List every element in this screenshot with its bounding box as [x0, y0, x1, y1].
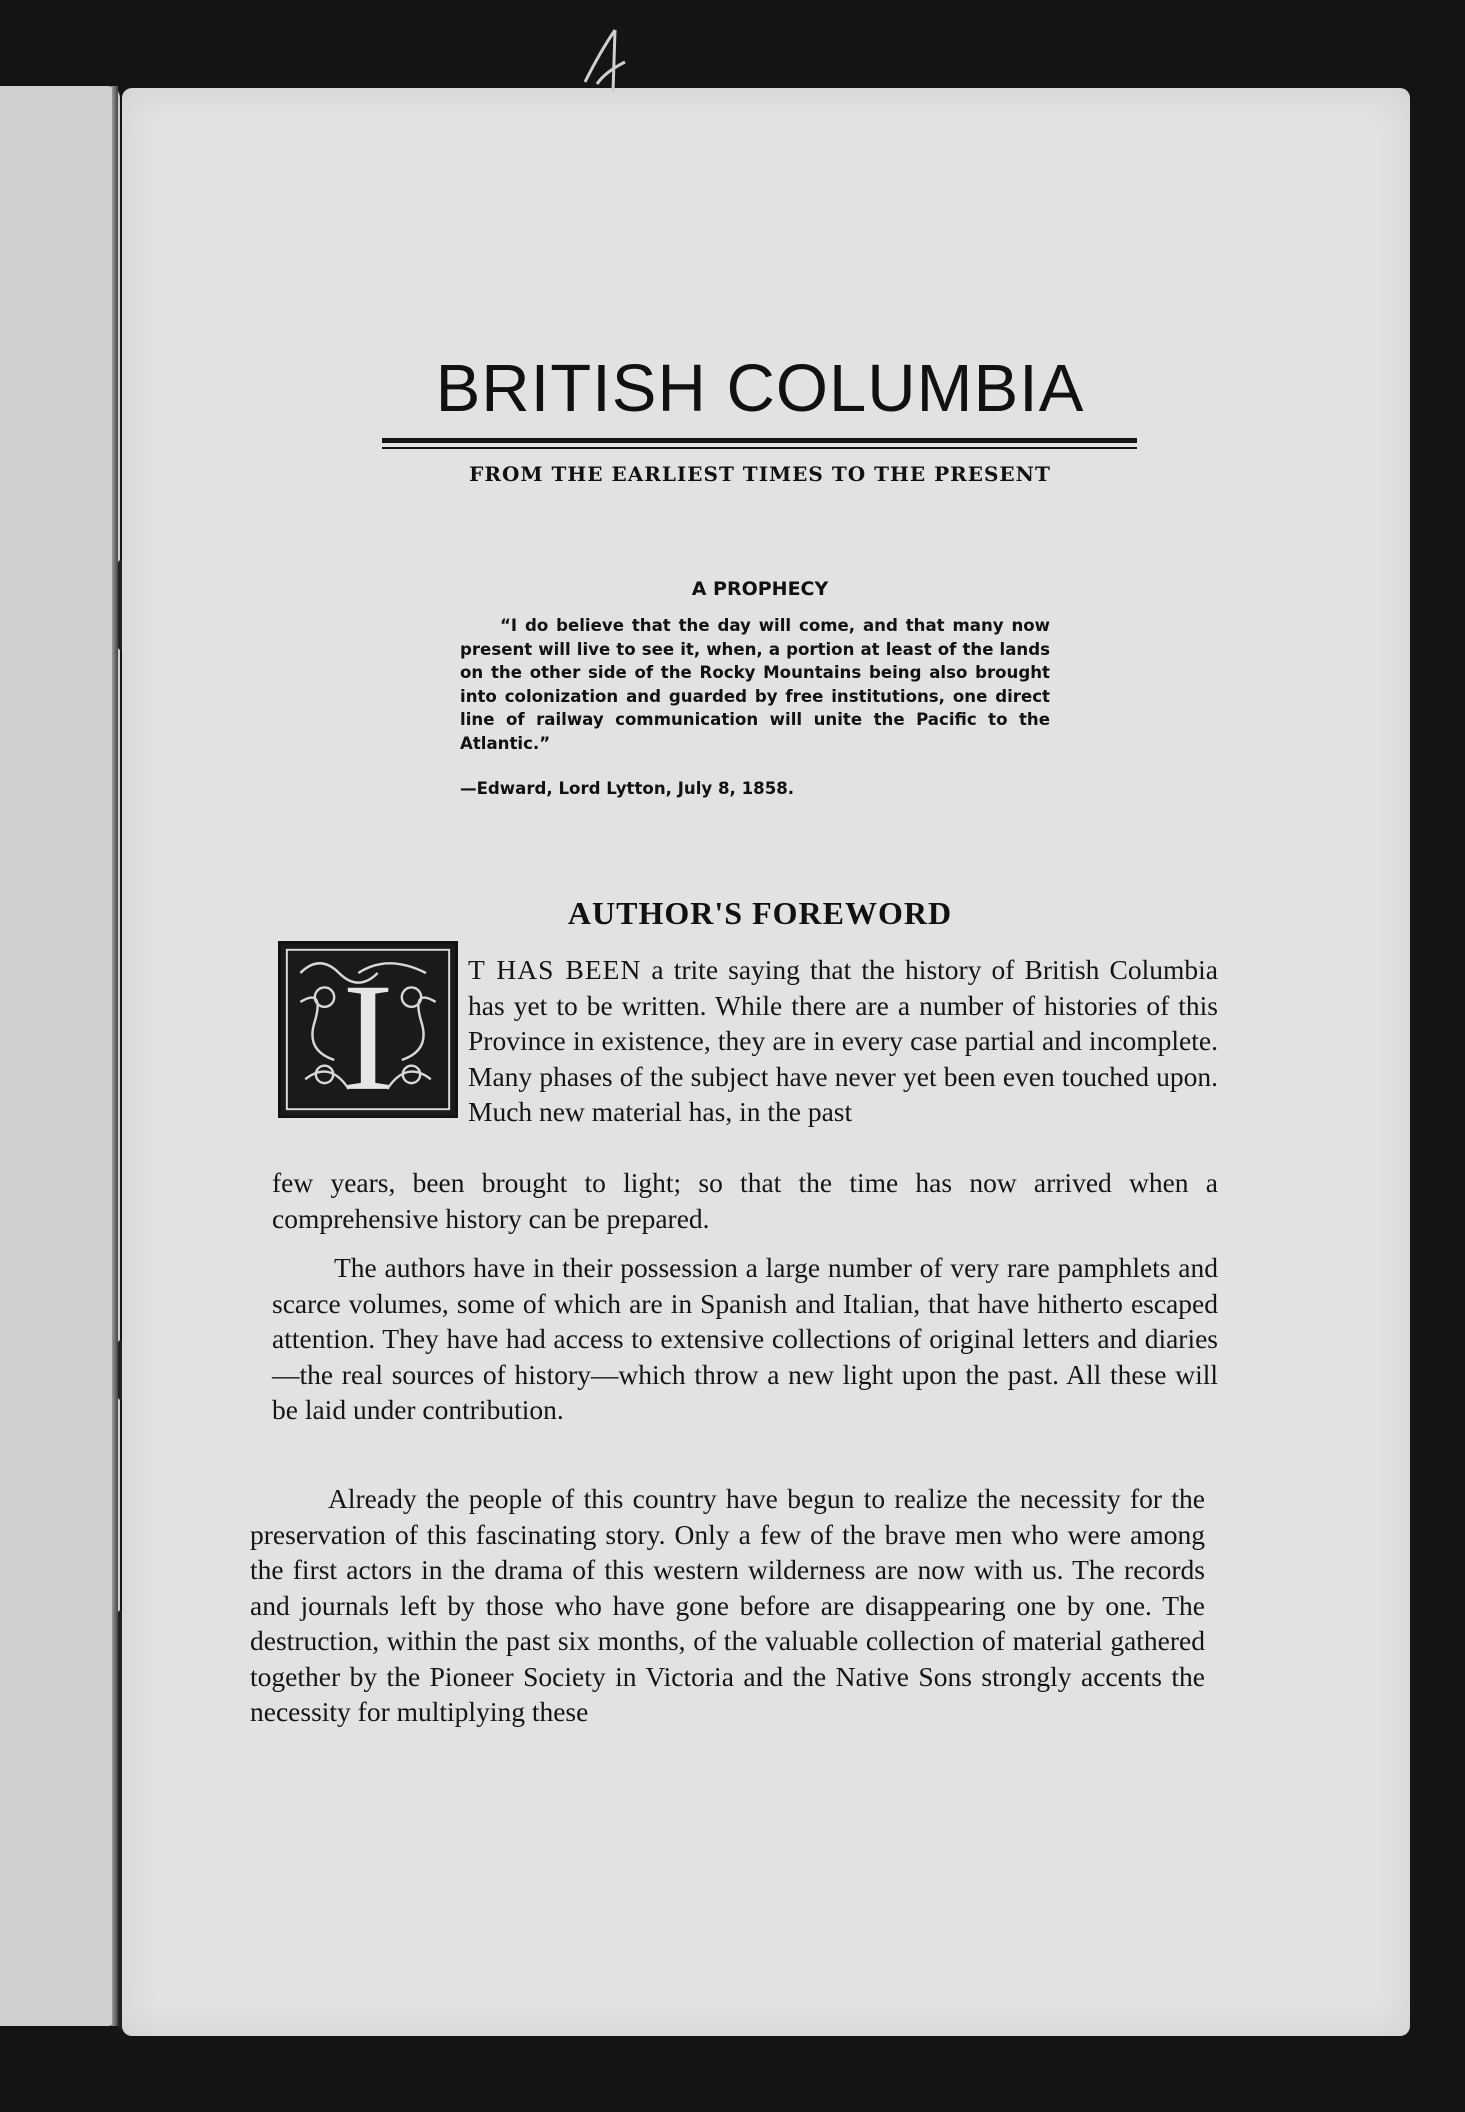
page-subtitle: FROM THE EARLIEST TIMES TO THE PRESENT	[469, 462, 1051, 486]
title-rule-thin	[382, 447, 1137, 449]
prophecy-quote-text: “I do believe that the day will come, and that many now present will live to see it, when, a portion at least of the lands on the other side of the Rocky Mountains being also brought into colonization and guarded by free institutions, one direct line of railway communication will unite the Pacific to the Atlantic.”	[460, 616, 1050, 753]
foreword-paragraph-2: The authors have in their possession a large number of very rare pamphlets and scarce volumes, some of which are in Spanish and Italian, that have hitherto escaped attention. They have had access to extensive collections of original letters and diaries—the real sources of history—which throw a new light upon the past. All these will be laid under contribution.	[272, 1252, 1218, 1425]
foreword-paragraph-1-text: a trite saying that the history of British Columbia has yet to be written. While there are a number of histories of this Province in existence, they are in every case partial and incomplete. Many phases of the subject have never yet been even touched upon. Much new material has, in the past	[468, 954, 1218, 1127]
foreword-lead-words: T HAS BEEN	[468, 954, 642, 985]
handwritten-mark	[575, 22, 635, 100]
title-rule	[382, 438, 1137, 443]
page-title: BRITISH COLUMBIA	[435, 351, 1085, 426]
drop-cap-letter: I	[342, 951, 394, 1115]
drop-cap-ornament	[278, 941, 458, 1118]
prophecy-attribution: —Edward, Lord Lytton, July 8, 1858.	[460, 779, 795, 798]
prophecy-heading: A PROPHECY	[691, 578, 829, 600]
foreword-heading: AUTHOR'S FOREWORD	[567, 895, 953, 931]
foreword-paragraph-3: Already the people of this country have begun to realize the necessity for the preservation of this fascinating story. Only a few of the brave men who were among the first actors in the drama of this western wilderness are now with us. The records and journals left by those who have gone before are disappearing one by one. The destruction, within the past six months, of the valuable collection of material gathered together by the Pioneer Society in Victoria and the Native Sons strongly accents the necessity for multiplying these	[250, 1483, 1205, 1727]
prophecy-quote	[460, 614, 1050, 755]
foreword-paragraph-1-continued: few years, been brought to light; so that the time has now arrived when a comprehensive history can be prepared.	[272, 1167, 1218, 1234]
foreword-paragraph-1	[468, 952, 1218, 1130]
left-page-edge	[0, 86, 120, 2026]
drop-cap-letter-icon	[281, 944, 455, 1115]
